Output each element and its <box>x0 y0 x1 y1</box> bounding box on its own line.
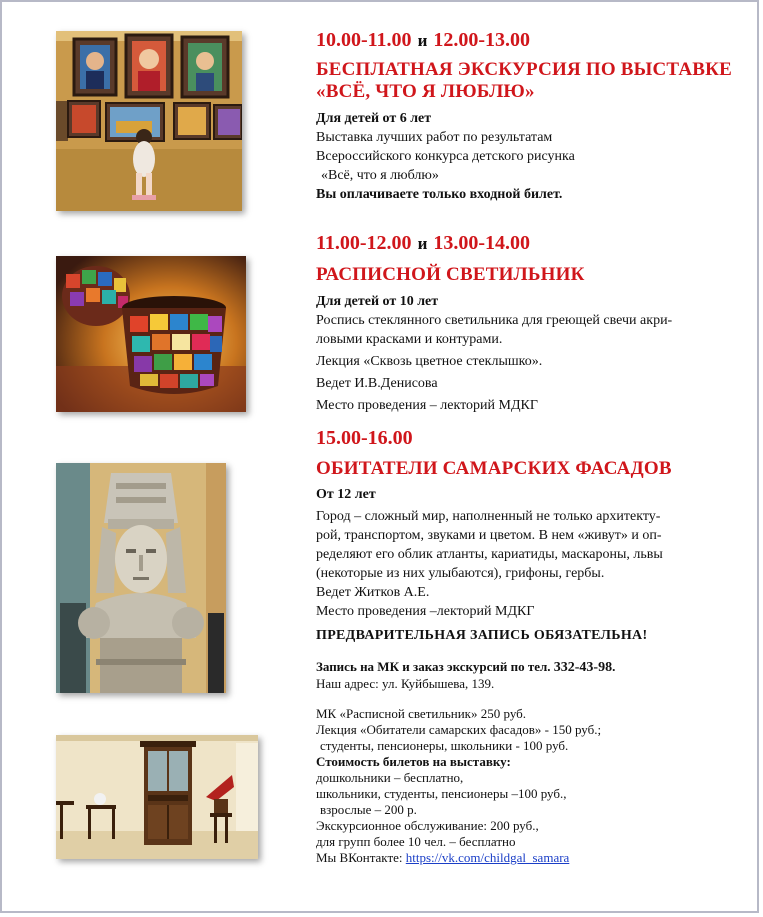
facades-age: От 12 лет <box>316 487 376 502</box>
vk-line <box>316 850 736 866</box>
prereg-notice: ПРЕДВАРИТЕЛЬНАЯ ЗАПИСЬ ОБЯЗАТЕЛЬНА! <box>316 628 648 643</box>
excursion-price: Экскурсионное обслуживание: 200 руб., <box>316 818 539 833</box>
exhibition-age: Для детей от 6 лет <box>316 111 432 126</box>
lamp-time <box>316 231 736 256</box>
exhibition-time-and: и <box>417 31 428 50</box>
lamp-title: РАСПИСНОЙ СВЕТИЛЬНИК <box>316 264 585 285</box>
lamp-lecture: Лекция «Сквозь цветное стеклышко». <box>316 354 543 369</box>
gallery-child-image <box>56 31 242 211</box>
section-lamp <box>316 231 736 415</box>
vk-label: Мы ВКонтакте: <box>316 850 403 865</box>
info-block <box>316 626 736 866</box>
exhibition-title-line2: «ВСЁ, ЧТО Я ЛЮБЛЮ» <box>316 81 535 102</box>
price-mk: МК «Расписной светильник» 250 руб. <box>316 706 527 721</box>
facades-desc-4: (некоторые из них улыбаются), грифоны, гербы. <box>316 566 605 581</box>
ticket-preschool: дошкольники – бесплатно, <box>316 770 464 785</box>
facade-sculpture-image <box>56 463 226 693</box>
exhibition-desc-1: Выставка лучших работ по результатам <box>316 130 553 145</box>
facades-time: 15.00-16.00 <box>316 427 413 449</box>
mosaic-lamp-image <box>56 256 246 412</box>
lamp-desc-1: Роспись стеклянного светильника для греющей свечи акри- <box>316 313 673 328</box>
tickets-header: Стоимость билетов на выставку: <box>316 754 511 769</box>
exhibition-desc-2: Всероссийского конкурса детского рисунка <box>316 149 575 164</box>
section-facades <box>316 426 736 621</box>
exhibition-desc-3: «Всё, что я люблю» <box>321 168 439 183</box>
phone-number[interactable]: 332-43-98 <box>553 660 613 675</box>
museum-interior-image <box>56 735 258 859</box>
section-exhibition <box>316 28 736 204</box>
gallery-child-photo <box>56 31 242 211</box>
exhibition-note: Вы оплачиваете только входной билет. <box>316 187 563 202</box>
address: Наш адрес: ул. Куйбышева, 139. <box>316 676 495 691</box>
lamp-time-a: 11.00-12.00 <box>316 232 412 254</box>
facades-place: Место проведения –лекторий МДКГ <box>316 604 535 619</box>
mosaic-lamp-photo <box>56 256 246 412</box>
phone-label: Запись на МК и заказ экскурсий по тел. <box>316 659 551 674</box>
facades-desc-2: рой, транспортом, звуками и цветом. В нем «живут» и оп- <box>316 528 662 543</box>
exhibition-title-line1: БЕСПЛАТНАЯ ЭКСКУРСИЯ ПО ВЫСТАВКЕ <box>316 59 732 80</box>
lamp-place: Место проведения – лекторий МДКГ <box>316 398 538 413</box>
facade-sculpture-photo <box>56 463 226 693</box>
ticket-students: школьники, студенты, пенсионеры –100 руб., <box>316 786 567 801</box>
group-price: для групп более 10 чел. – бесплатно <box>316 834 516 849</box>
facades-host: Ведет Житков А.Е. <box>316 585 430 600</box>
price-lecture: Лекция «Обитатели самарских фасадов» - 150 руб.; <box>316 722 602 737</box>
lamp-time-and: и <box>417 234 428 253</box>
lamp-host: Ведет И.В.Денисова <box>316 376 438 391</box>
facades-title: ОБИТАТЕЛИ САМАРСКИХ ФАСАДОВ <box>316 458 672 479</box>
exhibition-time-a: 10.00-11.00 <box>316 29 412 51</box>
vk-link[interactable]: https://vk.com/childgal_samara <box>405 850 570 865</box>
phone-line: Запись на МК и заказ экскурсий по тел. 332-43-98. <box>316 659 616 675</box>
museum-interior-photo <box>56 735 258 859</box>
ticket-adults: взрослые – 200 р. <box>320 802 417 817</box>
exhibition-time-b: 12.00-13.00 <box>433 29 531 51</box>
lamp-time-b: 13.00-14.00 <box>433 232 531 254</box>
lamp-desc-2: ловыми красками и контурами. <box>316 332 503 347</box>
facades-desc-1: Город – сложный мир, наполненный не только архитекту- <box>316 509 661 524</box>
price-discount: студенты, пенсионеры, школьники - 100 руб. <box>320 738 569 753</box>
lamp-age: Для детей от 10 лет <box>316 294 439 309</box>
facades-desc-3: ределяют его облик атланты, кариатиды, маскароны, львы <box>316 547 663 562</box>
exhibition-time <box>316 28 736 53</box>
